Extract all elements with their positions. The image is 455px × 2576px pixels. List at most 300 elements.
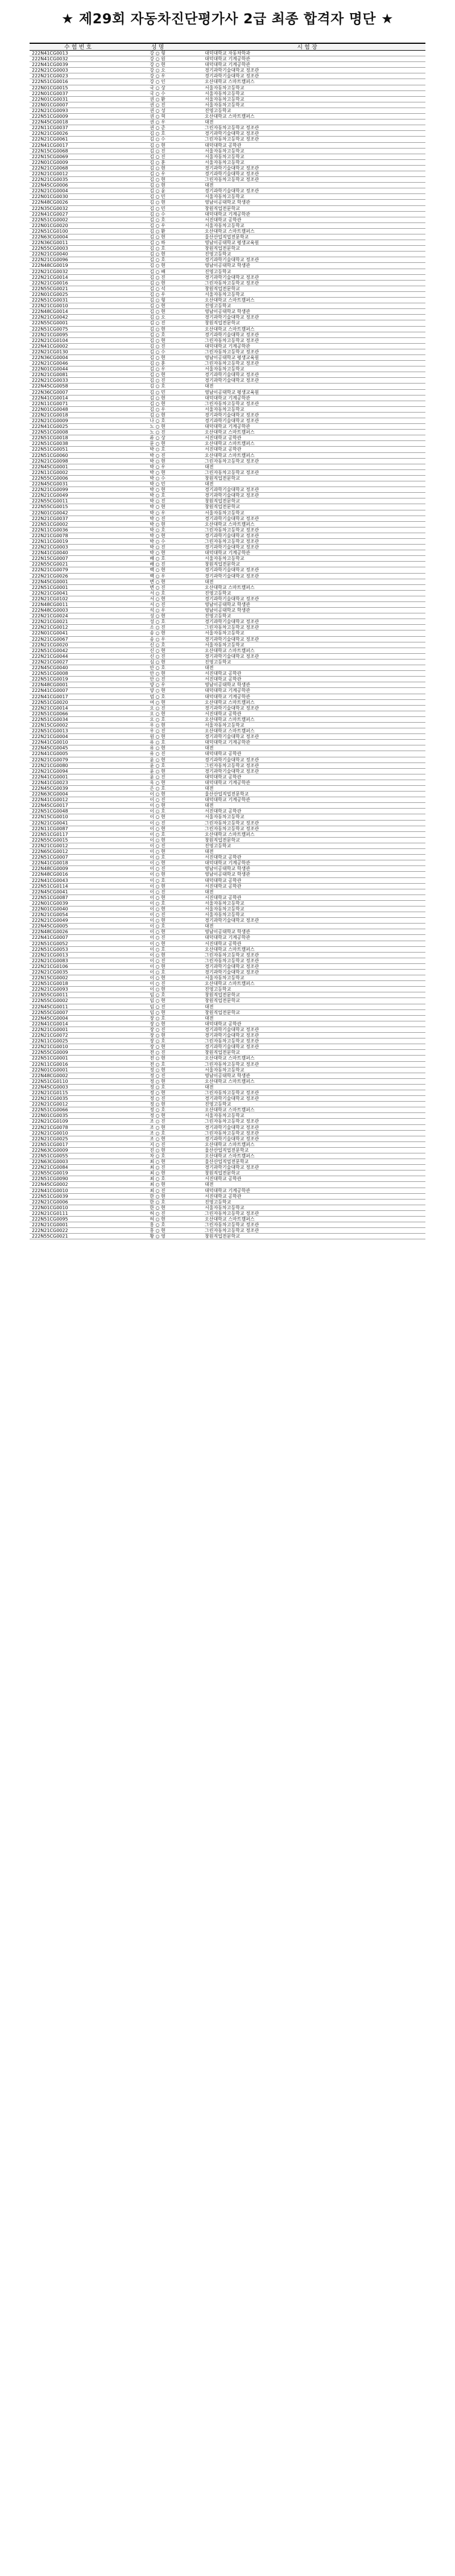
table-row [30,953,425,958]
exam-site-cell: 대전 [205,1015,214,1021]
exam-site-cell: 그린자동차고등학교 정조관 [205,349,259,355]
table-row [30,413,425,418]
table-row [30,1182,425,1188]
exam-site-cell: 창원직업전문학교 [205,286,240,291]
candidate-name-cell: 김 ○ 현 [150,252,166,257]
table-row [30,843,425,849]
exam-number-cell: 222N11CG0037 [32,125,68,131]
exam-number-cell: 222N45CG0006 [32,183,68,188]
candidate-name-cell: 박 ○ 민 [150,481,166,487]
exam-number-cell: 222N15CG0010 [32,814,68,820]
exam-number-cell: 222N51CG0017 [32,1141,68,1147]
exam-site-cell: 영남이공대학교 학생관 [205,602,250,607]
table-row [30,85,425,91]
candidate-name-cell: 지 ○ 진 [150,1141,166,1147]
table-row [30,734,425,740]
table-row [30,682,425,688]
table-row [30,229,425,234]
candidate-name-cell: 김 ○ 우 [150,406,166,412]
exam-site-cell: 울산산업직업전문학교 [205,234,249,240]
table-row [30,188,425,194]
table-row [30,418,425,424]
exam-number-cell: 222N55CG0019 [32,1170,68,1176]
exam-site-cell: 오산대학교 스마트캠퍼스 [205,831,255,837]
exam-site-cell: 경기과학기술대학교 정조관 [205,970,259,975]
exam-number-cell: 222N41CG0005 [32,751,68,757]
exam-number-cell: 222N21CG0021 [32,619,68,625]
table-row [30,154,425,160]
exam-number-cell: 222N51CG0066 [32,711,68,716]
exam-number-cell: 222N21CG0104 [32,337,68,343]
exam-number-cell: 222N48CG0019 [32,263,68,269]
exam-site-cell: 대전 [205,803,214,809]
table-row [30,545,425,550]
table-row [30,706,425,711]
candidate-name-cell: 이 ○ 현 [150,918,166,924]
table-row [30,757,425,763]
candidate-name-cell: 최 ○ 진 [150,1188,166,1193]
exam-site-cell: 대덕대학교 기계공학관 [205,343,250,349]
exam-number-cell: 222N21CG0106 [32,963,68,969]
candidate-name-cell: 박 ○ 우 [150,464,166,469]
candidate-name-cell: 김 ○ 민 [150,194,166,200]
exam-site-cell: 영남이공대학교 학생관 [205,263,250,269]
exam-number-cell: 222N41CG0007 [32,688,68,694]
exam-number-cell: 222N21CG0001 [32,1222,68,1228]
exam-site-cell: 서진대학교 공학관 [205,677,242,682]
exam-site-cell: 서울자동차고등학교 [205,222,245,228]
table-row [30,1222,425,1228]
exam-site-cell: 경기과학기술대학교 정조관 [205,918,259,924]
candidate-name-cell: 윤 ○ 현 [150,768,166,774]
table-row [30,1119,425,1124]
exam-site-cell: 대전 [205,924,214,929]
table-row [30,516,425,522]
candidate-name-cell: 이 ○ 호 [150,946,166,952]
exam-site-cell: 경기과학기술대학교 정조관 [205,963,259,969]
exam-number-cell: 222N21CG0095 [32,332,68,337]
table-row [30,1170,425,1176]
exam-site-cell: 경기과학기술대학교 정조관 [205,1165,259,1170]
table-row [30,441,425,447]
exam-number-cell: 222N21CG0012 [32,625,68,630]
candidate-name-cell: 정 ○ 현 [150,1067,166,1073]
table-row [30,860,425,866]
exam-number-cell: 222N15CG0002 [32,722,68,728]
exam-number-cell: 222N21CG0078 [32,1124,68,1130]
table-row [30,257,425,263]
candidate-name-cell: 김 ○ 현 [150,142,166,148]
table-row [30,269,425,275]
exam-site-cell: 대덕대학교 기계공학관 [205,550,250,556]
exam-site-cell: 경기과학기술대학교 정조관 [205,274,259,280]
exam-number-cell: 222N41CG0014 [32,395,68,401]
exam-site-cell: 그린자동차고등학교 정조관 [205,469,259,475]
candidate-name-cell: 이 ○ 진 [150,797,166,803]
table-row [30,866,425,872]
table-row [30,97,425,102]
exam-site-cell: 오산대학교 스마트캠퍼스 [205,981,255,987]
table-row [30,62,425,68]
table-row [30,286,425,292]
candidate-name-cell: 백 ○ 현 [150,567,166,573]
exam-number-cell: 222N41CG0014 [32,1021,68,1027]
exam-number-cell: 222N15CG0002 [32,975,68,981]
table-row [30,1148,425,1153]
table-row [30,119,425,125]
exam-number-cell: 222N45CG0004 [32,1015,68,1021]
exam-site-cell: 영남이공대학교 평생교육원 [205,240,259,246]
table-row [30,206,425,212]
table-row [30,361,425,366]
exam-number-cell: 222N55CG0002 [32,998,68,1004]
candidate-name-cell: 이 ○ 현 [150,872,166,877]
exam-site-cell: 대덕대학교 기계공학관 [205,211,250,217]
exam-site-cell: 창원직업전문학교 [205,1009,240,1015]
candidate-name-cell: 변 ○ 진 [150,584,166,590]
exam-site-cell: 그린자동차고등학교 정조관 [205,1228,259,1234]
exam-number-cell: 222N41CG0027 [32,211,68,217]
exam-site-cell: 서울자동차고등학교 [205,722,245,728]
candidate-name-cell: 김 ○ 현 [150,303,166,309]
exam-site-cell: 경기과학기술대학교 정조관 [205,516,259,521]
candidate-name-cell: 홍 ○ 현 [150,1228,166,1234]
table-row [30,630,425,636]
exam-site-cell: 대덕대학교 기계공학관 [205,694,250,699]
exam-site-cell: 울산산업직업전문학교 [205,1147,249,1153]
candidate-name-cell: 신 ○ 진 [150,653,166,659]
exam-site-cell: 서울자동차고등학교 [205,159,245,165]
candidate-name-cell: 김 ○ 현 [150,309,166,315]
exam-number-cell: 222N55CG0021 [32,286,68,291]
candidate-name-cell: 박 ○ 수 [150,475,166,481]
exam-number-cell: 222N21CG0096 [32,257,68,263]
exam-site-cell: 진영고등학교 [205,590,231,596]
candidate-name-cell: 나 ○ 호 [150,418,166,423]
exam-site-cell: 서울자동차고등학교 [205,366,245,372]
table-row [30,585,425,591]
candidate-name-cell: 정 ○ 호 [150,1084,166,1090]
candidate-name-cell: 장 ○ 현 [150,1044,166,1050]
candidate-name-cell: 유 ○ 현 [150,745,166,751]
table-row [30,878,425,884]
table-row [30,797,425,803]
table-row [30,1038,425,1044]
candidate-name-cell: 강 ○ 인 [150,79,166,85]
exam-number-cell: 222N51CG0016 [32,79,68,85]
exam-number-cell: 222N51CG0066 [32,1107,68,1113]
exam-number-cell: 222N21CG0067 [32,636,68,642]
exam-number-cell: 222N21CG0033 [32,378,68,384]
table-row [30,102,425,108]
candidate-name-cell: 은 ○ 호 [150,786,166,791]
candidate-name-cell: 신 ○ 호 [150,642,166,648]
candidate-name-cell: 노 ○ 현 [150,424,166,430]
exam-site-cell: 경기과학기술대학교 정조관 [205,171,259,176]
exam-number-cell: 222N41CG0040 [32,550,68,556]
exam-site-cell: 대전 [205,579,214,584]
candidate-name-cell: 강 ○ 오 [150,68,166,73]
candidate-name-cell: 한 ○ 현 [150,1205,166,1210]
table-row [30,998,425,1004]
candidate-name-cell: 김 ○ 호 [150,217,166,222]
candidate-name-cell: 양 ○ 우 [150,682,166,688]
exam-site-cell: 경기과학기술대학교 정조관 [205,768,259,774]
exam-site-cell: 경기과학기술대학교 정조관 [205,705,259,711]
exam-site-cell: 서울자동차고등학교 [205,630,245,636]
exam-site-cell: 창원직업전문학교 [205,475,240,481]
table-row [30,1085,425,1090]
exam-site-cell: 그린자동차고등학교 정조관 [205,625,259,630]
exam-number-cell: 222N45CG0018 [32,119,68,125]
exam-site-cell: 서울자동차고등학교 [205,154,245,159]
table-row [30,613,425,619]
candidate-name-cell: 조 ○ 현 [150,1136,166,1141]
candidate-name-cell: 정 ○ 진 [150,1096,166,1102]
exam-number-cell: 222N55CG0021 [32,562,68,567]
table-row [30,1056,425,1061]
exam-number-cell: 222N15CG0007 [32,556,68,562]
table-row [30,912,425,918]
exam-number-cell: 222N41CG0039 [32,62,68,68]
exam-site-cell: 영남이공대학교 학생관 [205,309,250,315]
exam-number-cell: 222N63CG0009 [32,1147,68,1153]
table-row [30,567,425,573]
exam-site-cell: 대덕대학교 자동차학과 [205,51,250,56]
table-row [30,935,425,941]
exam-site-cell: 경기과학기술대학교 정조관 [205,372,259,378]
exam-number-cell: 222N21CG0068 [32,165,68,171]
exam-site-cell: 오산대학교 스마트캠퍼스 [205,326,255,332]
candidate-name-cell: 심 ○ 현 [150,659,166,665]
exam-site-cell: 서울자동차고등학교 [205,906,245,912]
candidate-name-cell: 박 ○ 진 [150,516,166,521]
exam-site-cell: 오산대학교 스마트캠퍼스 [205,441,255,447]
exam-site-cell: 진영고등학교 [205,659,231,665]
candidate-name-cell: 최 ○ 진 [150,1165,166,1170]
exam-number-cell: 222N51CG0002 [32,521,68,527]
table-row [30,1113,425,1119]
candidate-name-cell: 송 ○ 우 [150,636,166,642]
table-row [30,401,425,407]
table-row [30,941,425,947]
exam-number-cell: 222N51CG0038 [32,441,68,447]
candidate-name-cell: 김 ○ 현 [150,412,166,418]
table-row [30,332,425,338]
exam-number-cell: 222N55CG0011 [32,498,68,504]
exam-site-cell: 서울자동차고등학교 [205,1067,245,1073]
exam-site-cell: 대덕대학교 기계공학관 [205,740,250,745]
exam-number-cell: 222N21CG0083 [32,958,68,963]
exam-site-cell: 대덕대학교 기계공학관 [205,395,250,401]
candidate-name-cell: 이 ○ 현 [150,906,166,912]
exam-site-cell: 경기과학기술대학교 정조관 [205,412,259,418]
table-row [30,763,425,769]
candidate-name-cell: 장 ○ 호 [150,1038,166,1044]
exam-site-cell: 경기과학기술대학교 정조관 [205,73,259,79]
exam-site-cell: 영남이공대학교 학생관 [205,608,250,613]
candidate-name-cell: 김 ○ 진 [150,320,166,326]
table-row [30,1079,425,1085]
table-row [30,217,425,223]
exam-site-cell: 경기과학기술대학교 정조관 [205,573,259,579]
table-row [30,303,425,309]
exam-number-cell: 222N55CG0001 [32,320,68,326]
exam-number-cell: 222N51CG0018 [32,435,68,441]
exam-site-cell: 진영고등학교 [205,108,231,113]
exam-site-cell: 서울자동차고등학교 [205,96,245,102]
candidate-name-cell: 서 ○ 호 [150,590,166,596]
table-row [30,665,425,671]
exam-number-cell: 222N45CG0003 [32,1084,68,1090]
exam-site-cell: 창원직업전문학교 [205,562,240,567]
exam-number-cell: 222N51CG0060 [32,452,68,458]
exam-site-cell: 그린자동차고등학교 정조관 [205,1130,259,1136]
exam-number-cell: 222N35CG0032 [32,205,68,211]
table-row [30,694,425,700]
table-row [30,533,425,539]
exam-number-cell: 222N51CG0019 [32,677,68,682]
exam-site-cell: 대덕대학교 기계공학관 [205,797,250,803]
candidate-name-cell: 황 ○ 영 [150,1234,166,1239]
exam-number-cell: 222N01CG0037 [32,90,68,96]
exam-number-cell: 222N51CG0020 [32,699,68,705]
exam-number-cell: 222N11CG0019 [32,538,68,544]
exam-number-cell: 222N41CG0043 [32,877,68,883]
exam-number-cell: 222N55CG0007 [32,1009,68,1015]
exam-site-cell: 진영고등학교 [205,269,231,274]
exam-site-cell: 창원직업전문학교 [205,1234,240,1239]
exam-number-cell: 222N51CG0034 [32,716,68,722]
candidate-name-cell: 정 ○ 현 [150,1102,166,1107]
candidate-name-cell: 옥 ○ 현 [150,780,166,785]
exam-site-cell: 진영고등학교 [205,987,231,992]
candidate-name-cell: 이 ○ 진 [150,889,166,895]
candidate-name-cell: 김 ○ 현 [150,401,166,406]
exam-site-cell: 오산대학교 스마트캠퍼스 [205,699,255,705]
exam-number-cell: 222N41CG0023 [32,780,68,785]
table-row [30,1165,425,1170]
table-row [30,447,425,452]
exam-number-cell: 222N21CG0004 [32,734,68,740]
exam-number-cell: 222N36CG0011 [32,240,68,246]
candidate-name-cell: 김 ○ 수 [150,349,166,355]
candidate-name-cell: 김 ○ 진 [150,343,166,349]
exam-number-cell: 222N21CG0094 [32,768,68,774]
exam-site-cell: 울산산업직업전문학교 [205,792,249,797]
table-row [30,964,425,970]
exam-number-cell: 222N45CG0017 [32,803,68,809]
exam-number-cell: 222N51CG0055 [32,1153,68,1159]
candidate-name-cell: 성 ○ 호 [150,619,166,625]
table-row [30,1211,425,1217]
exam-site-cell: 경기과학기술대학교 정조관 [205,734,259,740]
table-row [30,1159,425,1165]
candidate-name-cell: 박 ○ 진 [150,498,166,504]
table-row [30,769,425,774]
table-row [30,642,425,648]
table-row [30,648,425,654]
table-row [30,671,425,677]
exam-site-cell: 창원직업전문학교 [205,246,240,252]
table-row [30,309,425,315]
exam-number-cell: 222N45CG0002 [32,1182,68,1188]
exam-site-cell: 진영고등학교 [205,1199,231,1205]
candidate-name-cell: 최 ○ 현 [150,1159,166,1165]
exam-number-cell: 222N21CG0035 [32,1096,68,1102]
exam-site-cell: 대전 [205,1182,214,1188]
table-row [30,149,425,154]
exam-number-cell: 222N01CG0010 [32,1205,68,1210]
candidate-name-cell: 유 ○ 진 [150,751,166,757]
table-row [30,1096,425,1102]
exam-site-cell: 그린자동차고등학교 정조관 [205,280,259,286]
exam-site-cell: 오산대학교 스마트캠퍼스 [205,298,255,303]
exam-number-cell: 222N48CG0011 [32,602,68,607]
table-row [30,1068,425,1073]
exam-number-cell: 222N51CG0114 [32,883,68,889]
candidate-name-cell: 이 ○ 진 [150,981,166,987]
exam-number-cell: 222N41CG0017 [32,142,68,148]
candidate-name-cell: 박 ○ 진 [150,452,166,458]
exam-site-cell: 경기과학기술대학교 정조관 [205,165,259,171]
table-row [30,660,425,665]
candidate-name-cell: 석 ○ 우 [150,608,166,613]
table-row [30,924,425,929]
exam-number-cell: 222N21CG0093 [32,987,68,992]
exam-number-cell: 222N51CG0008 [32,430,68,435]
table-row [30,740,425,745]
exam-number-cell: 222N51CG0007 [32,855,68,860]
candidate-name-cell: 유 ○ 호 [150,740,166,745]
table-row [30,79,425,85]
exam-number-cell: 222N51CG0013 [32,728,68,734]
exam-site-cell: 경기과학기술대학교 정조관 [205,1136,259,1141]
candidate-name-cell: 김 ○ 현 [150,183,166,188]
table-row [30,556,425,562]
table-row [30,809,425,814]
exam-site-cell: 대전 [205,849,214,855]
table-row [30,464,425,470]
candidate-name-cell: 국 ○ 수 [150,90,166,96]
exam-number-cell: 222N01CG0040 [32,906,68,912]
exam-number-cell: 222N55CG0006 [32,475,68,481]
exam-site-cell: 그린자동차고등학교 정조관 [205,952,259,958]
table-row [30,240,425,246]
table-row [30,1107,425,1113]
table-row [30,1234,425,1239]
exam-number-cell: 222N51CG0090 [32,1176,68,1182]
exam-site-cell: 서진대학교 공학관 [205,435,242,441]
candidate-name-cell: 박 ○ 현 [150,469,166,475]
candidate-name-cell: 김 ○ 우 [150,171,166,176]
candidate-name-cell: 김 ○ 석 [150,286,166,291]
table-row [30,527,425,533]
exam-number-cell: 222N21CG0037 [32,516,68,521]
exam-number-cell: 222N01CG0009 [32,159,68,165]
exam-site-cell: 대덕대학교 기계공학관 [205,62,250,68]
exam-number-cell: 222N01CG0031 [32,96,68,102]
table-row [30,498,425,504]
exam-number-cell: 222N45CG0001 [32,464,68,469]
table-row [30,493,425,498]
exam-number-cell: 222N51CG0042 [32,648,68,653]
table-row [30,947,425,953]
candidate-name-cell: 이 ○ 진 [150,958,166,963]
exam-site-cell: 경기과학기술대학교 정조관 [205,418,259,423]
table-row [30,1090,425,1096]
table-row [30,780,425,786]
